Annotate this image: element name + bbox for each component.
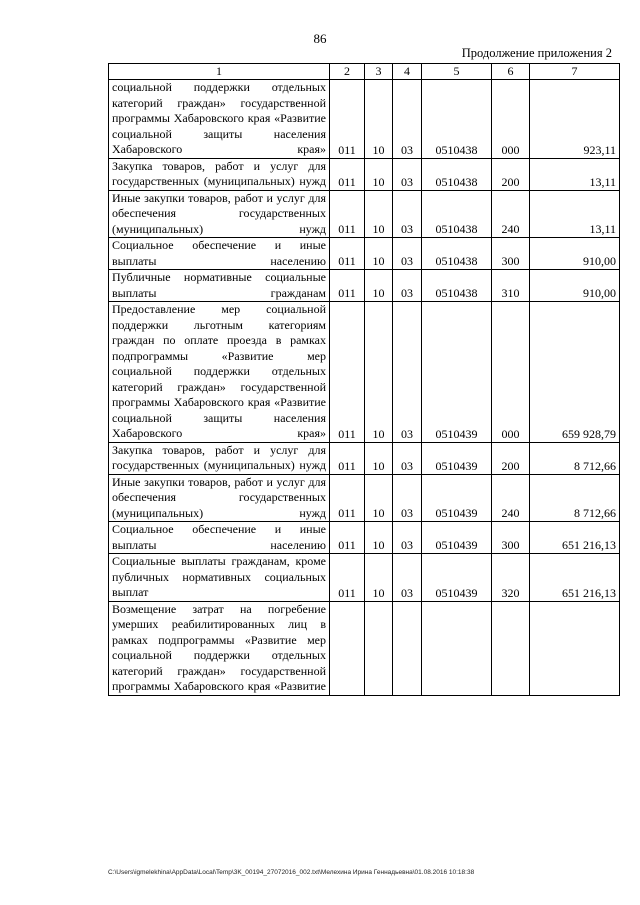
- row-admin-code: 011: [330, 442, 365, 474]
- table-row: [109, 442, 620, 474]
- row-section: 10: [365, 158, 393, 190]
- row-subsection: 03: [393, 522, 422, 554]
- row-name: Социальное обеспечение и иные выплаты населению: [109, 238, 330, 270]
- row-amount: 13,11: [530, 158, 620, 190]
- row-amount: 910,00: [530, 270, 620, 302]
- row-section: 10: [365, 238, 393, 270]
- row-admin-code: 011: [330, 80, 365, 159]
- table-row: [109, 80, 620, 159]
- row-admin-code: 011: [330, 190, 365, 238]
- row-expense-type: 200: [492, 442, 530, 474]
- row-name: Социальное обеспечение и иные выплаты населению: [109, 522, 330, 554]
- row-admin-code: 011: [330, 302, 365, 443]
- row-subsection: 03: [393, 474, 422, 522]
- row-expense-type: [492, 601, 530, 695]
- header-col-3: 3: [365, 64, 393, 80]
- header-col-1: 1: [109, 64, 330, 80]
- row-subsection: 03: [393, 158, 422, 190]
- file-path-footer: C:\Users\igmelekhina\AppData\Local\Temp\3K_00194_27072016_002.txt\Мелехина Ирина Геннадьевна\01.08.2016 10:18:38: [108, 869, 475, 876]
- row-expense-type: 240: [492, 190, 530, 238]
- row-section: 10: [365, 270, 393, 302]
- row-subsection: 03: [393, 302, 422, 443]
- header-col-4: 4: [393, 64, 422, 80]
- row-expense-type: 300: [492, 238, 530, 270]
- row-section: [365, 601, 393, 695]
- row-amount: [530, 601, 620, 695]
- row-admin-code: 011: [330, 238, 365, 270]
- header-col-2: 2: [330, 64, 365, 80]
- row-name: Возмещение затрат на погребение умерших реабилитированных лиц в рамках подпрограммы «Развитие мер социальной поддержки отдельных категорий граждан» государственной программы Хабаровского края «Развитие: [109, 601, 330, 695]
- row-amount: 8 712,66: [530, 442, 620, 474]
- table-row: [109, 270, 620, 302]
- row-target-article: 0510439: [422, 302, 492, 443]
- header-row: [109, 64, 620, 80]
- header-col-7: 7: [530, 64, 620, 80]
- table-row: [109, 601, 620, 695]
- table-row: [109, 190, 620, 238]
- row-amount: 910,00: [530, 238, 620, 270]
- row-section: 10: [365, 302, 393, 443]
- row-expense-type: 000: [492, 80, 530, 159]
- table-row: [109, 302, 620, 443]
- table-row: [109, 238, 620, 270]
- header-col-6: 6: [492, 64, 530, 80]
- row-target-article: 0510438: [422, 158, 492, 190]
- row-name: Социальные выплаты гражданам, кроме публичных нормативных социальных выплат: [109, 554, 330, 602]
- row-admin-code: 011: [330, 522, 365, 554]
- row-admin-code: [330, 601, 365, 695]
- row-target-article: 0510439: [422, 554, 492, 602]
- row-expense-type: 300: [492, 522, 530, 554]
- row-expense-type: 000: [492, 302, 530, 443]
- table-row: [109, 554, 620, 602]
- row-amount: 651 216,13: [530, 554, 620, 602]
- row-amount: 8 712,66: [530, 474, 620, 522]
- row-target-article: [422, 601, 492, 695]
- row-expense-type: 240: [492, 474, 530, 522]
- continuation-label: Продолжение приложения 2: [461, 46, 612, 60]
- row-subsection: 03: [393, 554, 422, 602]
- row-section: 10: [365, 474, 393, 522]
- row-expense-type: 310: [492, 270, 530, 302]
- row-admin-code: 011: [330, 474, 365, 522]
- row-expense-type: 320: [492, 554, 530, 602]
- row-subsection: 03: [393, 442, 422, 474]
- row-subsection: 03: [393, 190, 422, 238]
- table-row: [109, 158, 620, 190]
- row-amount: 13,11: [530, 190, 620, 238]
- row-admin-code: 011: [330, 158, 365, 190]
- budget-table: [108, 63, 620, 696]
- row-target-article: 0510439: [422, 474, 492, 522]
- table-row: [109, 522, 620, 554]
- row-name: Закупка товаров, работ и услуг для государственных (муниципальных) нужд: [109, 158, 330, 190]
- row-subsection: [393, 601, 422, 695]
- row-subsection: 03: [393, 238, 422, 270]
- row-amount: 923,11: [530, 80, 620, 159]
- row-target-article: 0510438: [422, 270, 492, 302]
- row-subsection: 03: [393, 270, 422, 302]
- row-expense-type: 200: [492, 158, 530, 190]
- row-amount: 659 928,79: [530, 302, 620, 443]
- row-target-article: 0510438: [422, 80, 492, 159]
- row-target-article: 0510439: [422, 522, 492, 554]
- row-name: Публичные нормативные социальные выплаты гражданам: [109, 270, 330, 302]
- row-target-article: 0510439: [422, 442, 492, 474]
- header-col-5: 5: [422, 64, 492, 80]
- row-section: 10: [365, 442, 393, 474]
- row-name: Закупка товаров, работ и услуг для государственных (муниципальных) нужд: [109, 442, 330, 474]
- row-name: Предоставление мер социальной поддержки льготным категориям граждан по оплате проезда в рамках подпрограммы «Развитие мер социальной поддержки отдельных категорий граждан» государственной программы Хабаровского края «Развитие социальной защиты населения Хабаровского края»: [109, 302, 330, 443]
- row-amount: 651 216,13: [530, 522, 620, 554]
- row-admin-code: 011: [330, 554, 365, 602]
- page-number: 86: [313, 31, 327, 46]
- row-admin-code: 011: [330, 270, 365, 302]
- row-section: 10: [365, 522, 393, 554]
- row-name: Иные закупки товаров, работ и услуг для обеспечения государственных (муниципальных) нужд: [109, 190, 330, 238]
- row-target-article: 0510438: [422, 238, 492, 270]
- row-name: Иные закупки товаров, работ и услуг для обеспечения государственных (муниципальных) нужд: [109, 474, 330, 522]
- row-name: социальной поддержки отдельных категорий граждан» государственной программы Хабаровского края «Развитие социальной защиты населения Хабаровского края»: [109, 80, 330, 159]
- row-subsection: 03: [393, 80, 422, 159]
- row-section: 10: [365, 80, 393, 159]
- row-section: 10: [365, 554, 393, 602]
- row-target-article: 0510438: [422, 190, 492, 238]
- table-row: [109, 474, 620, 522]
- row-section: 10: [365, 190, 393, 238]
